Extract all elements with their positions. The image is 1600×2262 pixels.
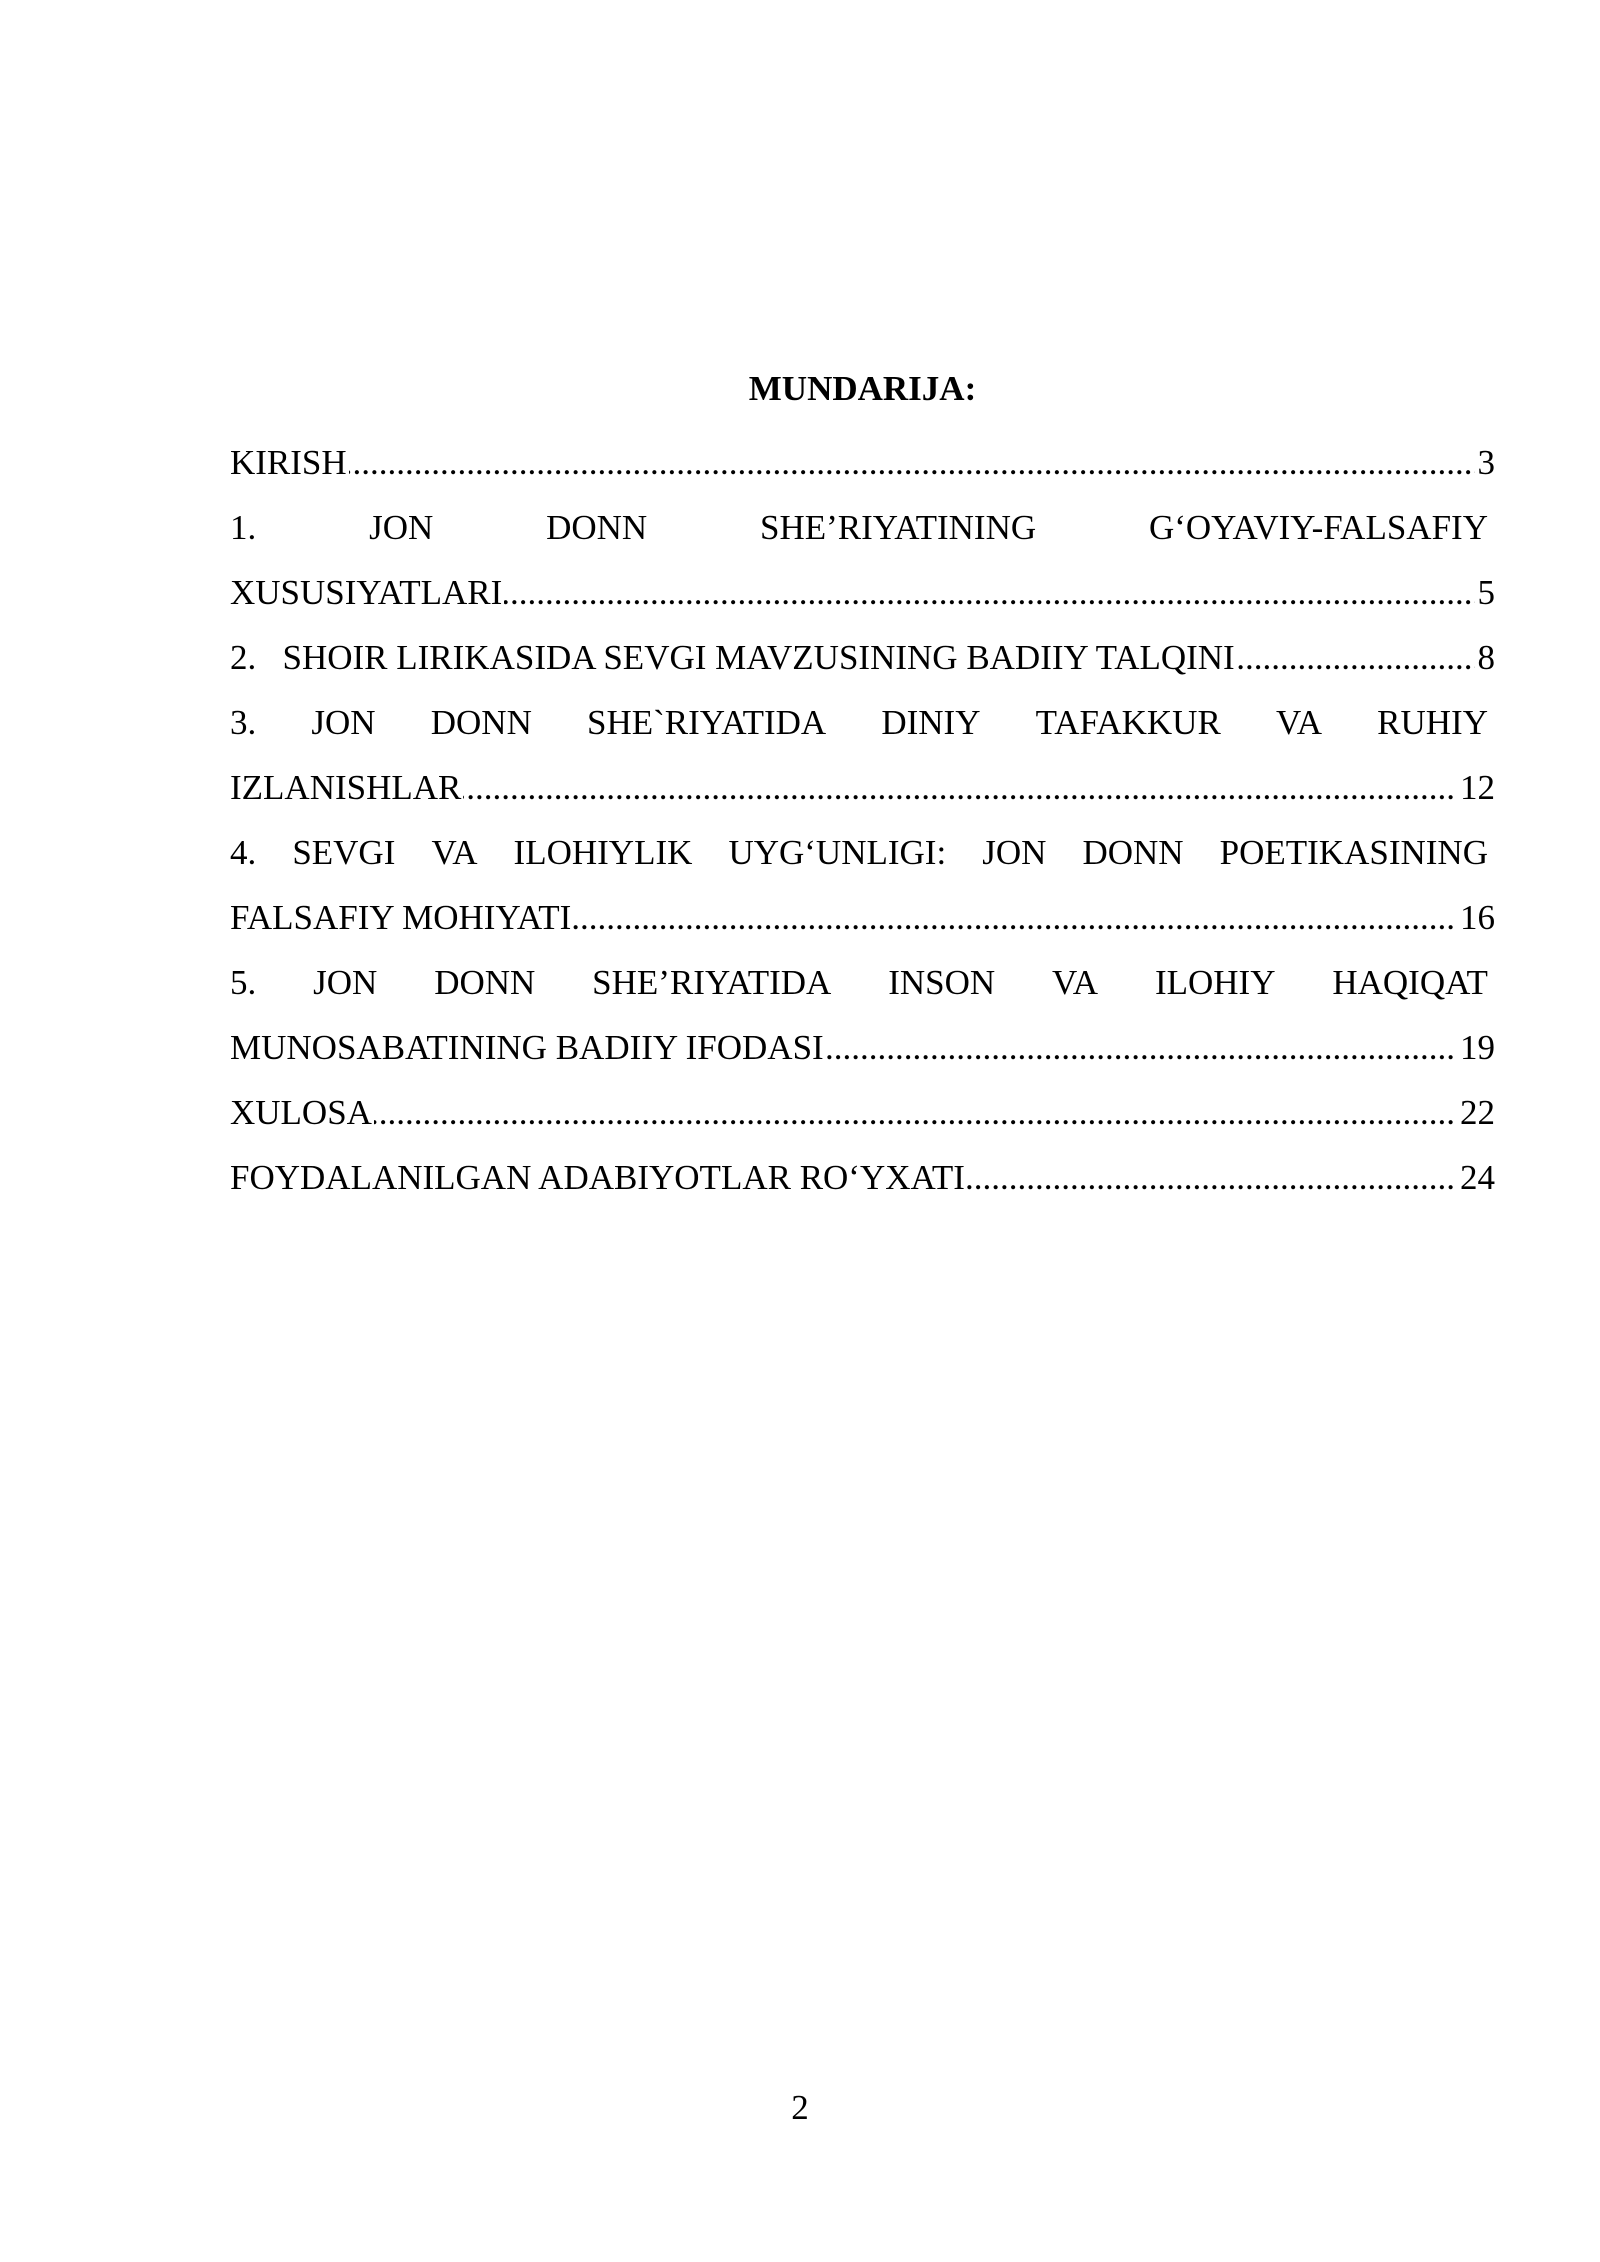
toc-entry-label: 2. SHOIR LIRIKASIDA SEVGI MAVZUSINING BADIIY TALQINI (230, 638, 1235, 677)
toc-entry-page: 5 (1475, 560, 1496, 625)
toc-word: 3. (230, 703, 257, 742)
toc-entry-xulosa[interactable] (230, 1080, 1495, 1145)
toc-entry-page: 16 (1457, 885, 1495, 950)
toc-entry-4-continuation[interactable] (230, 885, 1495, 950)
toc-word: INSON (888, 963, 996, 1002)
toc-entry-page: 19 (1457, 1015, 1495, 1080)
table-of-contents (230, 365, 1495, 1210)
toc-entry-4-heading[interactable] (230, 820, 1495, 885)
toc-word: SHE’RIYATIDA (592, 963, 832, 1002)
toc-word: SHE`RIYATIDA (587, 703, 827, 742)
toc-word: ILOHIY (1154, 963, 1276, 1002)
toc-entry-label: FALSAFIY MOHIYATI (230, 898, 572, 937)
toc-entry-1-heading[interactable] (230, 495, 1495, 560)
toc-entry-label: KIRISH (230, 443, 347, 482)
toc-entry-page: 3 (1475, 430, 1496, 495)
toc-word: HAQIQAT (1332, 963, 1488, 1002)
toc-word: SEVGI (292, 833, 396, 872)
toc-word: ILOHIYLIK (513, 833, 693, 872)
toc-entry-label: XULOSA (230, 1093, 372, 1132)
toc-entry-3-continuation[interactable] (230, 755, 1495, 820)
toc-word: TAFAKKUR (1035, 703, 1221, 742)
toc-word: JON (982, 833, 1047, 872)
toc-word: VA (1052, 963, 1099, 1002)
toc-entry-5-heading[interactable] (230, 950, 1495, 1015)
toc-word: DONN (430, 703, 532, 742)
toc-title: MUNDARIJA: (748, 369, 977, 408)
toc-entry-kirish[interactable] (230, 430, 1495, 495)
toc-word: DONN (1082, 833, 1184, 872)
toc-entry-references[interactable] (230, 1145, 1495, 1210)
toc-word: RUHIY (1377, 703, 1488, 742)
toc-word: JON (369, 508, 434, 547)
toc-word: VA (431, 833, 478, 872)
toc-word: 5. (230, 963, 257, 1002)
toc-entry-5-continuation[interactable] (230, 1015, 1495, 1080)
toc-word: DONN (434, 963, 536, 1002)
toc-word: POETIKASINING (1219, 833, 1488, 872)
toc-word: VA (1275, 703, 1322, 742)
toc-entry-page: 8 (1475, 625, 1496, 690)
toc-word: 1. (230, 508, 257, 547)
toc-word: UYG‘UNLIGI: (728, 833, 947, 872)
toc-word: DINIY (881, 703, 981, 742)
toc-word: JON (311, 703, 376, 742)
toc-entry-1-continuation[interactable] (230, 560, 1495, 625)
toc-word: SHE’RIYATINING (760, 508, 1037, 547)
toc-entry-3-heading[interactable] (230, 690, 1495, 755)
toc-entry-label: XUSUSIYATLARI (230, 573, 503, 612)
toc-entry-page: 24 (1457, 1145, 1495, 1210)
page-number: 2 (791, 2088, 809, 2127)
toc-entry-label: IZLANISHLAR (230, 768, 462, 807)
toc-word: JON (313, 963, 378, 1002)
toc-entry-page: 22 (1457, 1080, 1495, 1145)
toc-entry-page: 12 (1457, 755, 1495, 820)
toc-entry-label: MUNOSABATINING BADIIY IFODASI (230, 1028, 824, 1067)
toc-word: DONN (546, 508, 648, 547)
toc-word: G‘OYAVIY-FALSAFIY (1148, 508, 1488, 547)
toc-word: 4. (230, 833, 257, 872)
toc-entry-2[interactable] (230, 625, 1495, 690)
toc-entry-label: FOYDALANILGAN ADABIYOTLAR RO‘YXATI (230, 1158, 965, 1197)
